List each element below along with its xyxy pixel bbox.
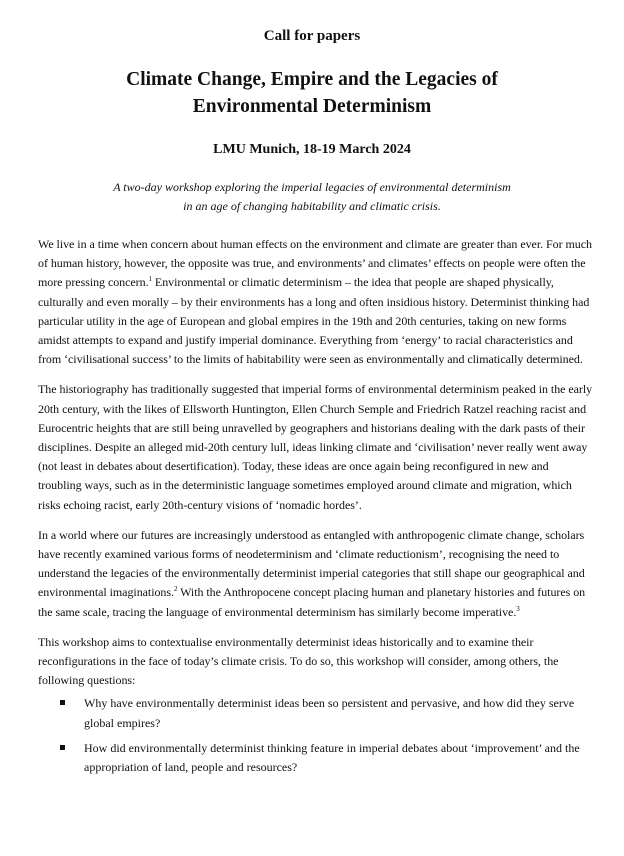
paragraph-1-text-b: Environmental or climatic determinism – the idea that people are shaped physically, culturally and even morally – by their environments has a long and often insidious history. Determinist thinking had particular utility in the age of European and global empires in the 19th and 20th centuries, taking on new forms amidst attempts to expand and justify imperial dominance. Everything from ‘energy’ to racial characteristics and from ‘civilisational success’ to the limits of habitability were seen as environmentally and climatically determined. bbox=[38, 275, 590, 367]
question-2-text: How did environmentally determinist thinking feature in imperial debates about ‘improvement’ and the appropriation of land, people and resources? bbox=[84, 740, 580, 775]
title-line-1: Climate Change, Empire and the Legacies of bbox=[126, 69, 498, 90]
body-text bbox=[38, 235, 594, 783]
workshop-tagline bbox=[60, 178, 564, 216]
square-bullet-icon bbox=[60, 745, 65, 750]
list-item bbox=[38, 739, 594, 777]
footnote-ref-3: 3 bbox=[516, 604, 520, 613]
call-for-papers-label: Call for papers bbox=[263, 28, 361, 44]
list-item bbox=[38, 694, 594, 732]
paragraph-4: This workshop aims to contextualise environmentally determinist ideas historically and to examine their reconfigurations in the face of today’s climate crisis. To do so, this workshop will consider, among others, the following questions: bbox=[38, 634, 559, 688]
questions-list bbox=[38, 694, 594, 777]
paragraph-3-text-a: In a world where our futures are increasingly understood as entangled with anthropogenic climate change, scholars have recently examined various forms of neodeterminism and ‘climate reductionism’, recognising the need to understand the legacies of the environmentally determinist imperial categories that still shape our geographical and environmental imaginations. bbox=[38, 527, 585, 600]
square-bullet-icon bbox=[60, 700, 65, 705]
question-1-text: Why have environmentally determinist ideas been so persistent and pervasive, and how did they serve global empires? bbox=[84, 696, 575, 730]
paragraph-1-text-a: We live in a time when concern about human effects on the environment and climate are greater than ever. For much of human history, however, the opposite was true, and environments’ and climates’ effects on people were often the more pressing concern. bbox=[38, 237, 592, 290]
paragraph-3 bbox=[38, 526, 594, 622]
tagline-line-1: A two-day workshop exploring the imperial legacies of environmental determinism bbox=[113, 180, 511, 194]
paragraph-1 bbox=[38, 235, 594, 369]
venue-date: LMU Munich, 18-19 March 2024 bbox=[213, 142, 411, 157]
footnote-ref-1: 1 bbox=[148, 275, 152, 284]
footnote-ref-2: 2 bbox=[173, 585, 178, 594]
paragraph-2: The historiography has traditionally suggested that imperial forms of environmental determinism peaked in the early 20th century, with the likes of Ellsworth Huntington, Ellen Church Semple and Friedrich Ratzel reaching racist and Eurocentric heights that are still being unravelled by geographers and historians dealing with the dark pasts of their disciplines. Despite an alleged mid-20th century lull, ideas linking climate and ‘civilisation’ never really went away (not least in debates about desertification). Today, these ideas are once again being reconfigured in new and troubling ways, such as in the deterministic language sometimes employed around climate and migration, which risks echoing racist, early 20th-century visions of ‘nomadic hordes’. bbox=[38, 382, 593, 512]
title-line-2: Environmental Determinism bbox=[192, 96, 432, 117]
page-title bbox=[60, 66, 564, 120]
tagline-line-2: in an age of changing habitability and climatic crisis. bbox=[183, 199, 441, 213]
paragraph-3-text-b: With the Anthropocene concept placing human and planetary histories and futures on the same scale, tracing the language of environmental determinism has similarly become imperative. bbox=[38, 585, 586, 619]
